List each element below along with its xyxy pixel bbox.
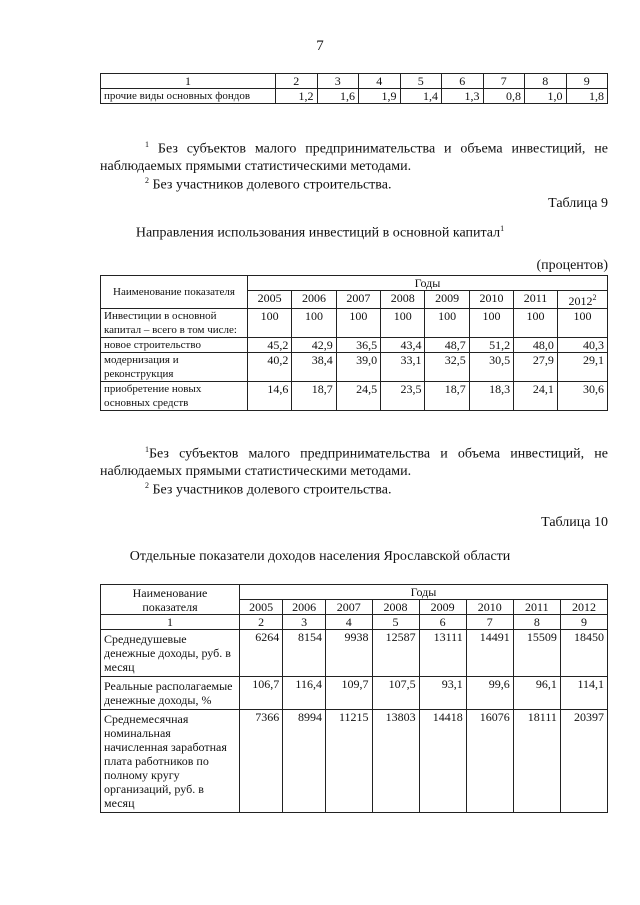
- table-cell: 32,5: [425, 353, 469, 382]
- table-cell: 48,0: [514, 338, 558, 353]
- year-cell: 2012: [560, 600, 607, 615]
- table-cell: 1,6: [317, 89, 359, 104]
- table-cell: 27,9: [514, 353, 558, 382]
- year-cell: 2007: [325, 600, 372, 615]
- table-cell: 8: [525, 74, 567, 89]
- table-cell: 107,5: [372, 677, 419, 710]
- year-cell: 2006: [292, 291, 336, 309]
- row-name: новое строительство: [101, 338, 248, 353]
- table-cell: 42,9: [292, 338, 336, 353]
- top-table: [100, 73, 608, 104]
- table-cell: 24,5: [336, 382, 380, 411]
- table-header-row: [101, 74, 608, 89]
- table-cell: 1,4: [400, 89, 442, 104]
- table-cell: 8994: [283, 710, 326, 813]
- table-header-row: [101, 276, 608, 291]
- table-cell: 0,8: [483, 89, 525, 104]
- table-cell: 11215: [325, 710, 372, 813]
- table-row: [101, 710, 608, 813]
- header-name: Наименование показателя: [101, 276, 248, 309]
- table-cell: 8154: [283, 630, 326, 677]
- table-cell: 2: [240, 615, 283, 630]
- table-10: [100, 584, 608, 813]
- table-cell: 1,8: [566, 89, 608, 104]
- year-cell: 2009: [425, 291, 469, 309]
- table-cell: 3: [317, 74, 359, 89]
- table-cell: 114,1: [560, 677, 607, 710]
- footnote-2: $^2$ Без участников долевого строительства.: [145, 481, 392, 498]
- table-cell: 4: [359, 74, 401, 89]
- year-cell: 2011: [513, 600, 560, 615]
- table-title: Отдельные показатели доходов населения Ярославской области: [129, 549, 511, 564]
- header-years: Годы: [240, 585, 608, 600]
- table-row: [101, 89, 608, 104]
- year-cell: 2010: [469, 291, 513, 309]
- table-row: [101, 353, 608, 382]
- table-cell: 48,7: [425, 338, 469, 353]
- table-cell: 18450: [560, 630, 607, 677]
- table-cell: 23,5: [381, 382, 425, 411]
- table-number-row: [101, 615, 608, 630]
- table-cell: 18111: [513, 710, 560, 813]
- table-cell: 100: [557, 309, 607, 338]
- row-name: Среднемесячная номинальная начисленная заработная плата работников по полному кругу организаций, руб. в месяц: [101, 710, 240, 813]
- table-cell: 3: [283, 615, 326, 630]
- table-cell: 5: [400, 74, 442, 89]
- table-cell: 39,0: [336, 353, 380, 382]
- table-cell: 1: [101, 615, 240, 630]
- table-header-row: [101, 585, 608, 600]
- table-cell: 30,6: [557, 382, 607, 411]
- table-cell: 9: [560, 615, 607, 630]
- table-cell: 100: [381, 309, 425, 338]
- row-name: Среднедушевые денежные доходы, руб. в месяц: [101, 630, 240, 677]
- row-name: прочие виды основных фондов: [101, 89, 276, 104]
- table-cell: 93,1: [419, 677, 466, 710]
- table-cell: 18,3: [469, 382, 513, 411]
- footnote-text: Без участников долевого строительства.: [152, 177, 392, 193]
- table-cell: 14418: [419, 710, 466, 813]
- table-cell: 33,1: [381, 353, 425, 382]
- table-cell: 9: [566, 74, 608, 89]
- table-cell: 14491: [466, 630, 513, 677]
- table-cell: 1,9: [359, 89, 401, 104]
- table-row: [101, 382, 608, 411]
- footnote-text: Без субъектов малого предпринимательства и объема инвестиций, не наблюдаемых прямыми статистическими методами.: [100, 446, 608, 479]
- table-cell: 7: [483, 74, 525, 89]
- table-cell: 13111: [419, 630, 466, 677]
- footnote-1: $^1$Без субъектов малого предпринимательства и объема инвестиций, не наблюдаемых прямыми статистическими методами.: [100, 445, 608, 479]
- table-cell: 45,2: [248, 338, 292, 353]
- table-cell: 14,6: [248, 382, 292, 411]
- table-cell: 100: [248, 309, 292, 338]
- table-cell: 36,5: [336, 338, 380, 353]
- table-cell: 38,4: [292, 353, 336, 382]
- table-cell: 1,0: [525, 89, 567, 104]
- table-unit: (процентов): [536, 258, 608, 273]
- table-title: Направления использования инвестиций в основной капитал$^1$: [135, 224, 505, 241]
- year-cell: 2007: [336, 291, 380, 309]
- table-cell: 6: [419, 615, 466, 630]
- footnote-2: $^2$ Без участников долевого строительства.: [145, 176, 392, 193]
- year-cell: 2009: [419, 600, 466, 615]
- table-row: [101, 309, 608, 338]
- table-cell: 16076: [466, 710, 513, 813]
- table-cell: 8: [513, 615, 560, 630]
- row-name: Реальные располагаемые денежные доходы, %: [101, 677, 240, 710]
- table-cell: 40,2: [248, 353, 292, 382]
- table-cell: 100: [514, 309, 558, 338]
- table-cell: 7: [466, 615, 513, 630]
- table-cell: 13803: [372, 710, 419, 813]
- table-cell: 40,3: [557, 338, 607, 353]
- table-cell: 2: [276, 74, 318, 89]
- table-cell: 116,4: [283, 677, 326, 710]
- footnote-text: Без субъектов малого предпринимательства и объема инвестиций, не наблюдаемых прямыми статистическими методами.: [100, 141, 609, 174]
- table-label: Таблица 10: [541, 515, 608, 530]
- table-cell: 6264: [240, 630, 283, 677]
- table-cell: 100: [336, 309, 380, 338]
- table-cell: 18,7: [425, 382, 469, 411]
- table-cell: 1: [101, 74, 276, 89]
- year-cell: 2008: [372, 600, 419, 615]
- row-name: модернизация и реконструкция: [101, 353, 248, 382]
- table-cell: 99,6: [466, 677, 513, 710]
- table-cell: 100: [425, 309, 469, 338]
- table-cell: 7366: [240, 710, 283, 813]
- table-cell: 106,7: [240, 677, 283, 710]
- table-cell: 15509: [513, 630, 560, 677]
- row-name: Инвестиции в основной капитал – всего в том числе:: [101, 309, 248, 338]
- row-name: приобретение новых основных средств: [101, 382, 248, 411]
- table-cell: 5: [372, 615, 419, 630]
- table-cell: 30,5: [469, 353, 513, 382]
- table-cell: 6: [442, 74, 484, 89]
- year-cell: 2005: [248, 291, 292, 309]
- year-cell: 2010: [466, 600, 513, 615]
- table-cell: 96,1: [513, 677, 560, 710]
- header-name: Наименование показателя: [101, 585, 240, 615]
- table-cell: 1,3: [442, 89, 484, 104]
- year-cell: 2012$^2$: [557, 291, 607, 309]
- table-label: Таблица 9: [548, 196, 608, 211]
- table-cell: 29,1: [557, 353, 607, 382]
- table-cell: 18,7: [292, 382, 336, 411]
- table-cell: 109,7: [325, 677, 372, 710]
- table-cell: 100: [292, 309, 336, 338]
- table-cell: 20397: [560, 710, 607, 813]
- table-cell: 43,4: [381, 338, 425, 353]
- year-cell: 2008: [381, 291, 425, 309]
- footnote-1: $^1$ Без субъектов малого предпринимательства и объема инвестиций, не наблюдаемых прямыми статистическими методами.: [100, 140, 609, 174]
- table-cell: 9938: [325, 630, 372, 677]
- year-cell: 2005: [240, 600, 283, 615]
- table-cell: 12587: [372, 630, 419, 677]
- header-years: Годы: [248, 276, 608, 291]
- table-row: [101, 338, 608, 353]
- table-cell: 51,2: [469, 338, 513, 353]
- year-cell: 2006: [283, 600, 326, 615]
- year-cell: 2011: [514, 291, 558, 309]
- page-number: 7: [316, 38, 324, 54]
- footnote-text: Без участников долевого строительства.: [152, 482, 392, 498]
- table-cell: 1,2: [276, 89, 318, 104]
- table-cell: 24,1: [514, 382, 558, 411]
- table-cell: 100: [469, 309, 513, 338]
- table-row: [101, 677, 608, 710]
- table-cell: 4: [325, 615, 372, 630]
- table-9: [100, 275, 608, 411]
- table-row: [101, 630, 608, 677]
